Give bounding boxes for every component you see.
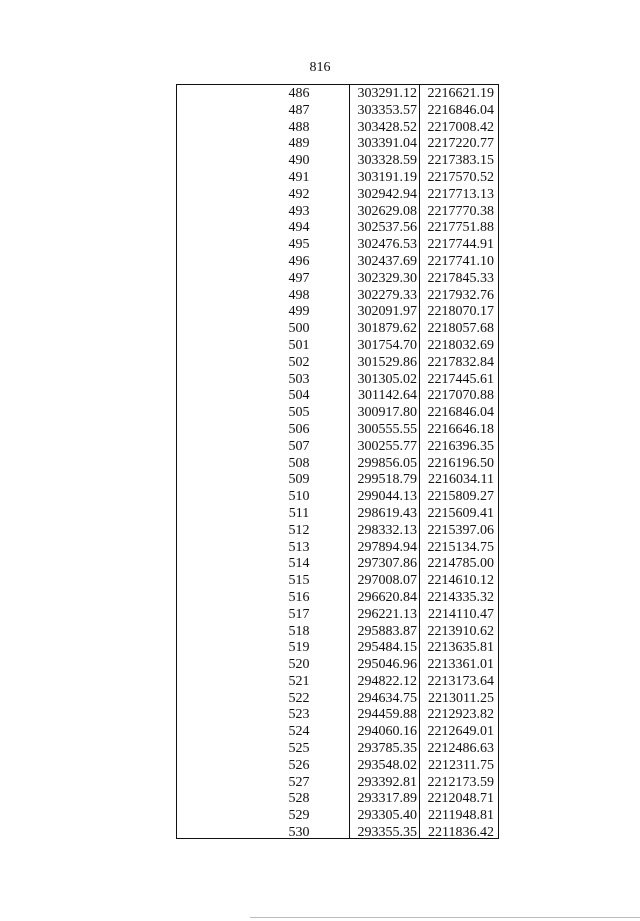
table-row: [177, 523, 498, 540]
y-coordinate-cell: 2217741.10: [427, 253, 494, 269]
point-number-cell: 516: [288, 589, 310, 605]
point-number-cell: 504: [288, 388, 310, 404]
x-coordinate-cell: 293305.40: [357, 808, 417, 824]
x-coordinate-cell: 303328.59: [357, 153, 417, 169]
y-coordinate-cell: 2214610.12: [427, 573, 494, 589]
y-coordinate-cell: 2215397.06: [427, 522, 494, 538]
table-row: [177, 136, 498, 153]
x-coordinate-cell: 296221.13: [357, 606, 417, 622]
y-coordinate-cell: 2216396.35: [427, 438, 494, 454]
y-coordinate-cell: 2214110.47: [428, 606, 494, 622]
point-number-cell: 520: [288, 657, 310, 673]
y-coordinate-cell: 2216621.19: [427, 86, 494, 101]
point-number-cell: 496: [288, 253, 310, 269]
table-row: [177, 691, 498, 708]
table-row: [177, 220, 498, 237]
table-row: [177, 556, 498, 573]
point-number-cell: 488: [288, 119, 310, 135]
table-row: [177, 489, 498, 506]
table-row: [177, 775, 498, 792]
point-number-cell: 498: [288, 287, 310, 303]
y-coordinate-cell: 2214335.32: [427, 589, 494, 605]
table-row: [177, 170, 498, 187]
point-number-cell: 526: [288, 757, 310, 773]
point-number-cell: 530: [288, 825, 310, 841]
point-number-cell: 528: [288, 791, 310, 807]
table-row: [177, 355, 498, 372]
x-coordinate-cell: 303391.04: [357, 136, 417, 152]
point-number-cell: 513: [288, 539, 310, 555]
y-coordinate-cell: 2212649.01: [427, 724, 494, 740]
point-number-cell: 507: [288, 438, 310, 454]
y-coordinate-cell: 2212923.82: [427, 707, 494, 723]
x-coordinate-cell: 302942.94: [357, 186, 417, 202]
point-number-cell: 517: [288, 606, 310, 622]
point-number-cell: 486: [288, 86, 310, 101]
x-coordinate-cell: 302091.97: [357, 304, 417, 320]
table-row: [177, 204, 498, 221]
point-number-cell: 525: [288, 741, 310, 757]
point-number-cell: 529: [288, 808, 310, 824]
point-number-cell: 508: [288, 455, 310, 471]
x-coordinate-cell: 302629.08: [357, 203, 417, 219]
x-coordinate-cell: 297008.07: [357, 573, 417, 589]
x-coordinate-cell: 299856.05: [357, 455, 417, 471]
x-coordinate-cell: 301305.02: [357, 371, 417, 387]
x-coordinate-cell: 293785.35: [357, 741, 417, 757]
y-coordinate-cell: 2217832.84: [427, 354, 494, 370]
x-coordinate-cell: 303353.57: [357, 102, 417, 118]
table-row: [177, 607, 498, 624]
point-number-cell: 492: [288, 186, 310, 202]
table-row: [177, 86, 498, 103]
point-number-cell: 500: [288, 321, 310, 337]
y-coordinate-cell: 2213173.64: [427, 673, 494, 689]
y-coordinate-cell: 2217751.88: [427, 220, 494, 236]
point-number-cell: 521: [288, 673, 310, 689]
point-number-cell: 505: [288, 405, 310, 421]
x-coordinate-cell: 298332.13: [357, 522, 417, 538]
table-row: [177, 624, 498, 641]
x-coordinate-cell: 302279.33: [357, 287, 417, 303]
y-coordinate-cell: 2216846.04: [427, 102, 494, 118]
table-row: [177, 674, 498, 691]
x-coordinate-cell: 293317.89: [357, 791, 417, 807]
table-row: [177, 472, 498, 489]
point-number-cell: 514: [288, 556, 310, 572]
point-number-cell: 490: [288, 153, 310, 169]
table-row: [177, 271, 498, 288]
point-number-cell: 491: [288, 169, 310, 185]
x-coordinate-cell: 301142.64: [358, 388, 417, 404]
table-row: [177, 103, 498, 120]
y-coordinate-cell: 2215609.41: [427, 505, 494, 521]
y-coordinate-cell: 2212173.59: [427, 774, 494, 790]
x-coordinate-cell: 300917.80: [357, 405, 417, 421]
y-coordinate-cell: 2217383.15: [427, 153, 494, 169]
x-coordinate-cell: 293548.02: [357, 757, 417, 773]
y-coordinate-cell: 2213361.01: [427, 657, 494, 673]
x-coordinate-cell: 294634.75: [357, 690, 417, 706]
y-coordinate-cell: 2216846.04: [427, 405, 494, 421]
x-coordinate-cell: 302476.53: [357, 237, 417, 253]
x-coordinate-cell: 303291.12: [357, 86, 417, 101]
y-coordinate-cell: 2216196.50: [427, 455, 494, 471]
table-row: [177, 825, 498, 842]
y-coordinate-cell: 2217220.77: [427, 136, 494, 152]
x-coordinate-cell: 297307.86: [357, 556, 417, 572]
table-row: [177, 388, 498, 405]
x-coordinate-cell: 296620.84: [357, 589, 417, 605]
y-coordinate-cell: 2217445.61: [427, 371, 494, 387]
x-coordinate-cell: 303191.19: [357, 169, 417, 185]
point-number-cell: 495: [288, 237, 310, 253]
table-row: [177, 254, 498, 271]
table-row: [177, 707, 498, 724]
point-number-cell: 497: [288, 270, 310, 286]
coordinates-table: [176, 84, 499, 839]
table-row: [177, 237, 498, 254]
y-coordinate-cell: 2217713.13: [427, 186, 494, 202]
table-row: [177, 791, 498, 808]
x-coordinate-cell: 295046.96: [357, 657, 417, 673]
y-coordinate-cell: 2216646.18: [427, 421, 494, 437]
table-row: [177, 439, 498, 456]
y-coordinate-cell: 2212311.75: [428, 757, 494, 773]
point-number-cell: 511: [288, 505, 310, 521]
table-row: [177, 187, 498, 204]
x-coordinate-cell: 294459.88: [357, 707, 417, 723]
point-number-cell: 489: [288, 136, 310, 152]
table-row: [177, 724, 498, 741]
y-coordinate-cell: 2211948.81: [428, 808, 494, 824]
y-coordinate-cell: 2211836.42: [428, 825, 494, 841]
x-coordinate-cell: 301529.86: [357, 354, 417, 370]
table-row: [177, 573, 498, 590]
table-row: [177, 405, 498, 422]
y-coordinate-cell: 2218032.69: [427, 337, 494, 353]
y-coordinate-cell: 2213910.62: [427, 623, 494, 639]
x-coordinate-cell: 293392.81: [357, 774, 417, 790]
table-row: [177, 590, 498, 607]
page-edge-line: [250, 917, 640, 918]
point-number-cell: 523: [288, 707, 310, 723]
point-number-cell: 522: [288, 690, 310, 706]
point-number-cell: 494: [288, 220, 310, 236]
y-coordinate-cell: 2212486.63: [427, 741, 494, 757]
x-coordinate-cell: 300555.55: [357, 421, 417, 437]
y-coordinate-cell: 2217070.88: [427, 388, 494, 404]
point-number-cell: 515: [288, 573, 310, 589]
x-coordinate-cell: 301879.62: [357, 321, 417, 337]
table-body: [177, 86, 498, 842]
x-coordinate-cell: 299518.79: [357, 472, 417, 488]
y-coordinate-cell: 2213011.25: [428, 690, 494, 706]
point-number-cell: 502: [288, 354, 310, 370]
table-row: [177, 640, 498, 657]
x-coordinate-cell: 294060.16: [357, 724, 417, 740]
table-row: [177, 506, 498, 523]
table-row: [177, 657, 498, 674]
point-number-cell: 524: [288, 724, 310, 740]
page-number: 816: [309, 60, 331, 75]
y-coordinate-cell: 2215809.27: [427, 489, 494, 505]
table-row: [177, 120, 498, 137]
table-row: [177, 758, 498, 775]
table-row: [177, 153, 498, 170]
point-number-cell: 519: [288, 640, 310, 656]
y-coordinate-cell: 2218070.17: [427, 304, 494, 320]
x-coordinate-cell: 298619.43: [357, 505, 417, 521]
table-row: [177, 338, 498, 355]
table-row: [177, 372, 498, 389]
point-number-cell: 506: [288, 421, 310, 437]
x-coordinate-cell: 302537.56: [357, 220, 417, 236]
y-coordinate-cell: 2218057.68: [427, 321, 494, 337]
y-coordinate-cell: 2215134.75: [427, 539, 494, 555]
x-coordinate-cell: 302329.30: [357, 270, 417, 286]
table-row: [177, 288, 498, 305]
table-row: [177, 540, 498, 557]
point-number-cell: 501: [288, 337, 310, 353]
point-number-cell: 503: [288, 371, 310, 387]
x-coordinate-cell: 295883.87: [357, 623, 417, 639]
y-coordinate-cell: 2217770.38: [427, 203, 494, 219]
point-number-cell: 512: [288, 522, 310, 538]
y-coordinate-cell: 2217008.42: [427, 119, 494, 135]
point-number-cell: 510: [288, 489, 310, 505]
x-coordinate-cell: 293355.35: [357, 825, 417, 841]
x-coordinate-cell: 299044.13: [357, 489, 417, 505]
y-coordinate-cell: 2216034.11: [428, 472, 494, 488]
y-coordinate-cell: 2217744.91: [427, 237, 494, 253]
y-coordinate-cell: 2217570.52: [427, 169, 494, 185]
point-number-cell: 499: [288, 304, 310, 320]
y-coordinate-cell: 2212048.71: [427, 791, 494, 807]
y-coordinate-cell: 2217932.76: [427, 287, 494, 303]
y-coordinate-cell: 2214785.00: [427, 556, 494, 572]
table-row: [177, 321, 498, 338]
table-row: [177, 304, 498, 321]
point-number-cell: 509: [288, 472, 310, 488]
table-row: [177, 808, 498, 825]
x-coordinate-cell: 295484.15: [357, 640, 417, 656]
table-row: [177, 741, 498, 758]
x-coordinate-cell: 297894.94: [357, 539, 417, 555]
x-coordinate-cell: 302437.69: [357, 253, 417, 269]
table-row: [177, 422, 498, 439]
point-number-cell: 487: [288, 102, 310, 118]
table-row: [177, 456, 498, 473]
point-number-cell: 527: [288, 774, 310, 790]
x-coordinate-cell: 294822.12: [357, 673, 417, 689]
y-coordinate-cell: 2213635.81: [427, 640, 494, 656]
x-coordinate-cell: 301754.70: [357, 337, 417, 353]
x-coordinate-cell: 303428.52: [357, 119, 417, 135]
y-coordinate-cell: 2217845.33: [427, 270, 494, 286]
x-coordinate-cell: 300255.77: [357, 438, 417, 454]
point-number-cell: 518: [288, 623, 310, 639]
point-number-cell: 493: [288, 203, 310, 219]
